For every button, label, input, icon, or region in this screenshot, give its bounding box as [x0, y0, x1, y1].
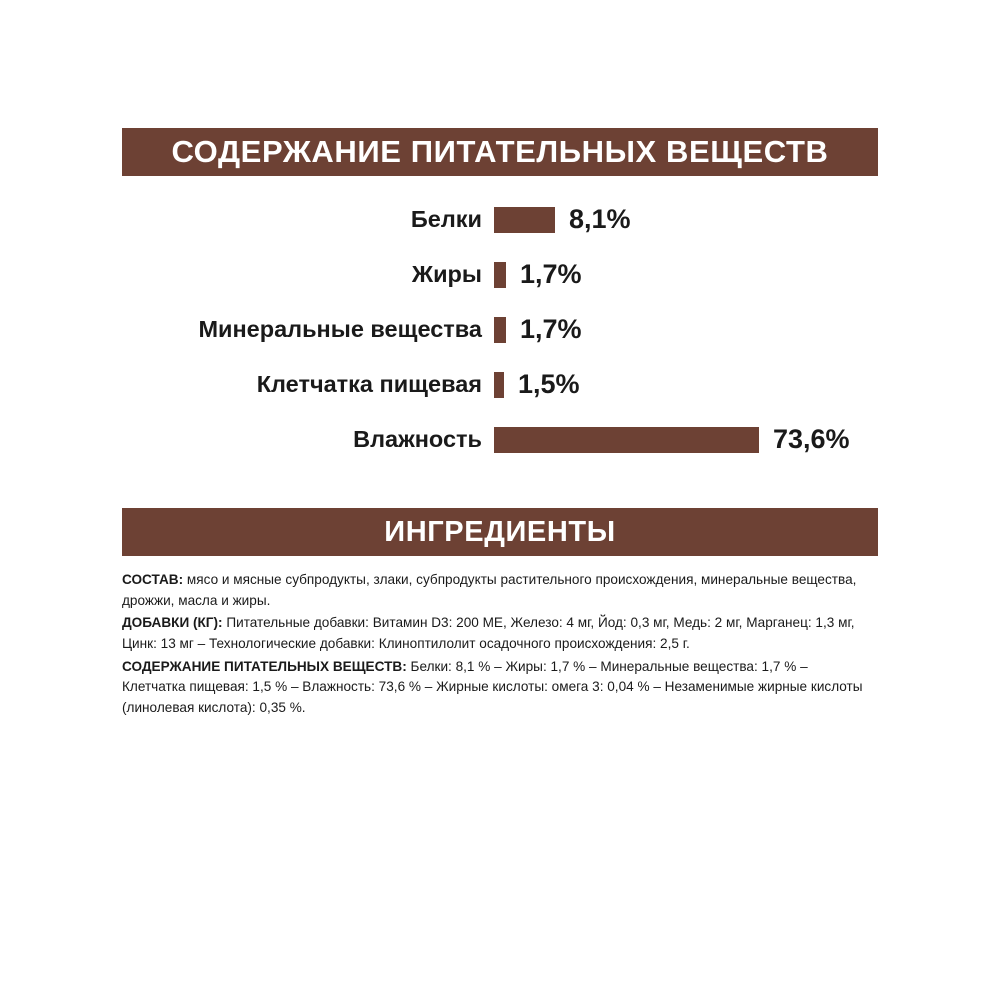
chart-row-bar	[494, 372, 504, 398]
chart-row	[122, 412, 878, 467]
ingredients-body	[122, 570, 874, 721]
chart-row-label: Белки	[410, 206, 482, 232]
chart-row-bar	[494, 427, 759, 453]
chart-row-value: 1,7%	[520, 259, 582, 289]
chart-row	[122, 192, 878, 247]
chart-row	[122, 247, 878, 302]
chart-row-label: Влажность	[353, 426, 482, 452]
chart-row-value: 1,5%	[518, 369, 580, 399]
chart-row	[122, 302, 878, 357]
analysis-label: СОДЕРЖАНИЕ ПИТАТЕЛЬНЫХ ВЕЩЕСТВ:	[122, 658, 407, 674]
chart-row	[122, 357, 878, 412]
chart-row-value: 8,1%	[569, 204, 631, 234]
analysis-text: Белки: 8,1 % – Жиры: 1,7 % – Минеральные вещества: 1,7 % – Клетчатка пищевая: 1,5 % – Влажность: 73,6 % – Жирные кислоты: омега 3: 0,04 % – Незаменимые жирные кислоты (линолевая кислота): 0,35 %.	[122, 658, 863, 715]
chart-row-value: 73,6%	[773, 424, 850, 454]
nutrition-banner-title: СОДЕРЖАНИЕ ПИТАТЕЛЬНЫХ ВЕЩЕСТВ	[122, 128, 878, 176]
composition-label: СОСТАВ:	[122, 572, 184, 587]
chart-row-label: Жиры	[411, 261, 482, 287]
chart-row-bar	[494, 317, 506, 343]
chart-row-bar	[494, 207, 555, 233]
chart-row-bar	[494, 262, 506, 288]
analysis-paragraph	[122, 657, 874, 719]
nutrition-bar-chart	[122, 192, 878, 482]
additives-label: ДОБАВКИ (КГ):	[122, 615, 223, 631]
composition-text: мясо и мясные субпродукты, злаки, субпродукты растительного происхождения, минеральные вещества, дрожжи, масла и жиры.	[122, 572, 857, 608]
additives-text: Питательные добавки: Витамин D3: 200 МЕ, Железо: 4 мг, Йод: 0,3 мг, Медь: 2 мг, Марганец: 1,3 мг, Цинк: 13 мг – Технологические добавки: Клиноптилолит осадочного происхождения: 2,5 г.	[122, 615, 855, 651]
chart-row-value: 1,7%	[520, 314, 582, 344]
chart-row-label: Клетчатка пищевая	[256, 371, 482, 397]
chart-row-label: Минеральные вещества	[198, 316, 482, 342]
composition-paragraph	[122, 570, 874, 611]
additives-paragraph	[122, 613, 874, 654]
ingredients-banner-title: ИНГРЕДИЕНТЫ	[122, 508, 878, 556]
